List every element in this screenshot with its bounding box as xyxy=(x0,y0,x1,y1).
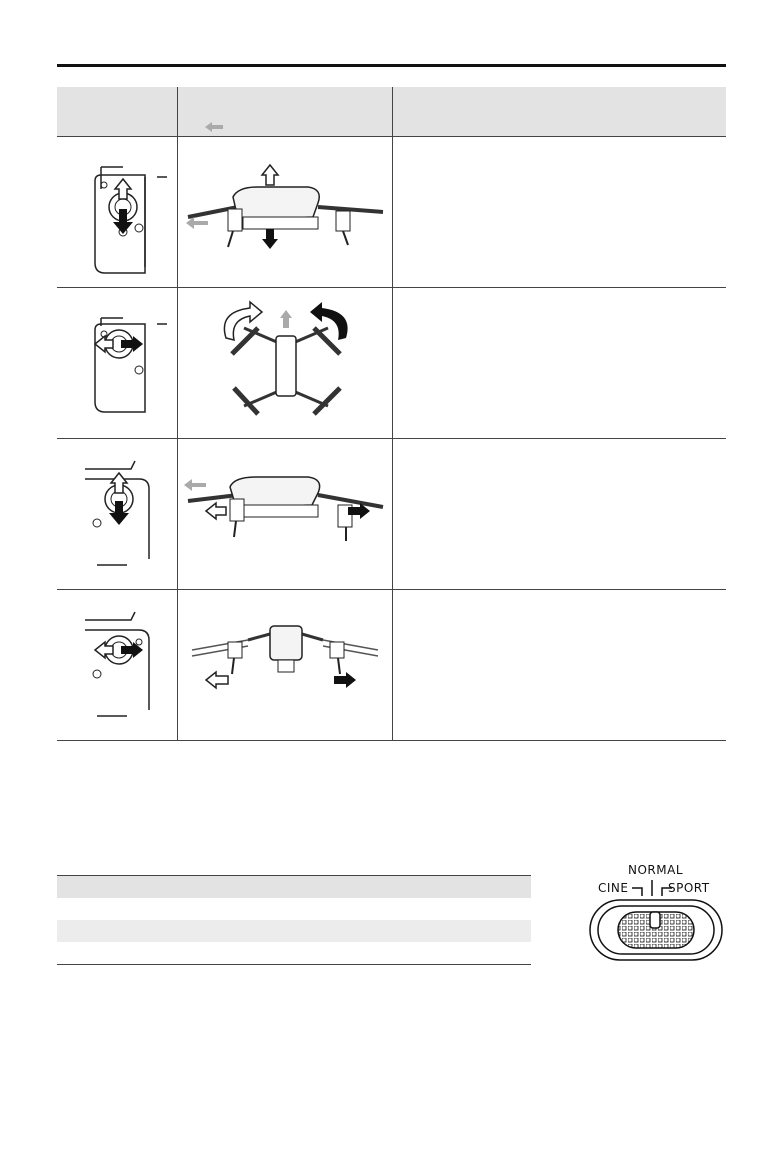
aircraft-side-view-up-down xyxy=(178,137,393,287)
aircraft-top-view-yaw xyxy=(178,288,393,438)
mode-table-header-row xyxy=(57,876,531,899)
remote-cell xyxy=(57,137,177,288)
flight-mode-table xyxy=(57,875,531,965)
normal-label: NORMAL xyxy=(628,863,684,877)
mode-table-row xyxy=(57,942,531,965)
outline-arrow-icon xyxy=(115,179,131,199)
solid-arrow-icon xyxy=(113,209,133,234)
mode-table-header xyxy=(57,876,531,899)
remote-cell xyxy=(57,288,177,439)
header-cell-remarks xyxy=(392,87,726,137)
mode-table-row xyxy=(57,920,531,942)
remote-right-stick-up-down-illustration xyxy=(57,439,177,589)
aircraft-cell xyxy=(177,590,392,741)
nose-direction-arrow-icon xyxy=(186,217,208,229)
solid-arrow-icon xyxy=(109,501,129,525)
remote-stick-up-down-illustration xyxy=(57,137,177,287)
outline-arrow-icon xyxy=(206,672,228,688)
remarks-cell xyxy=(392,439,726,590)
sport-label: SPORT xyxy=(668,881,710,895)
nose-direction-arrow-icon xyxy=(205,122,225,132)
remote-cell xyxy=(57,439,177,590)
flight-mode-switch-illustration xyxy=(586,860,726,970)
solid-arrow-icon xyxy=(262,229,278,249)
table-header-row xyxy=(57,87,726,137)
table-row xyxy=(57,439,726,590)
remote-right-stick-left-right-illustration xyxy=(57,590,177,740)
aircraft-cell xyxy=(177,137,392,288)
top-rule xyxy=(57,64,726,67)
table-row xyxy=(57,288,726,439)
solid-arrow-icon xyxy=(334,672,356,688)
outline-arrow-icon xyxy=(206,503,226,519)
outline-arrow-icon xyxy=(262,165,278,185)
stick-control-table xyxy=(57,87,726,741)
cine-label: CINE xyxy=(598,881,629,895)
remarks-cell xyxy=(392,590,726,741)
nose-direction-arrow-icon xyxy=(184,479,206,491)
aircraft-front-view-roll xyxy=(178,590,393,740)
remarks-cell xyxy=(392,137,726,288)
remote-stick-left-right-illustration xyxy=(57,288,177,438)
aircraft-side-view-pitch xyxy=(178,439,393,589)
outline-arrow-icon xyxy=(95,336,113,352)
mode-table-row xyxy=(57,898,531,920)
outline-arrow-icon xyxy=(111,473,127,493)
aircraft-cell xyxy=(177,288,392,439)
remarks-cell xyxy=(392,288,726,439)
nose-direction-arrow-icon xyxy=(280,310,292,328)
outline-arrow-icon xyxy=(95,642,113,658)
table-row xyxy=(57,590,726,741)
mode-switch-graphic xyxy=(586,860,726,970)
aircraft-cell xyxy=(177,439,392,590)
header-cell-remote xyxy=(57,87,177,137)
table-row xyxy=(57,137,726,288)
remote-cell xyxy=(57,590,177,741)
